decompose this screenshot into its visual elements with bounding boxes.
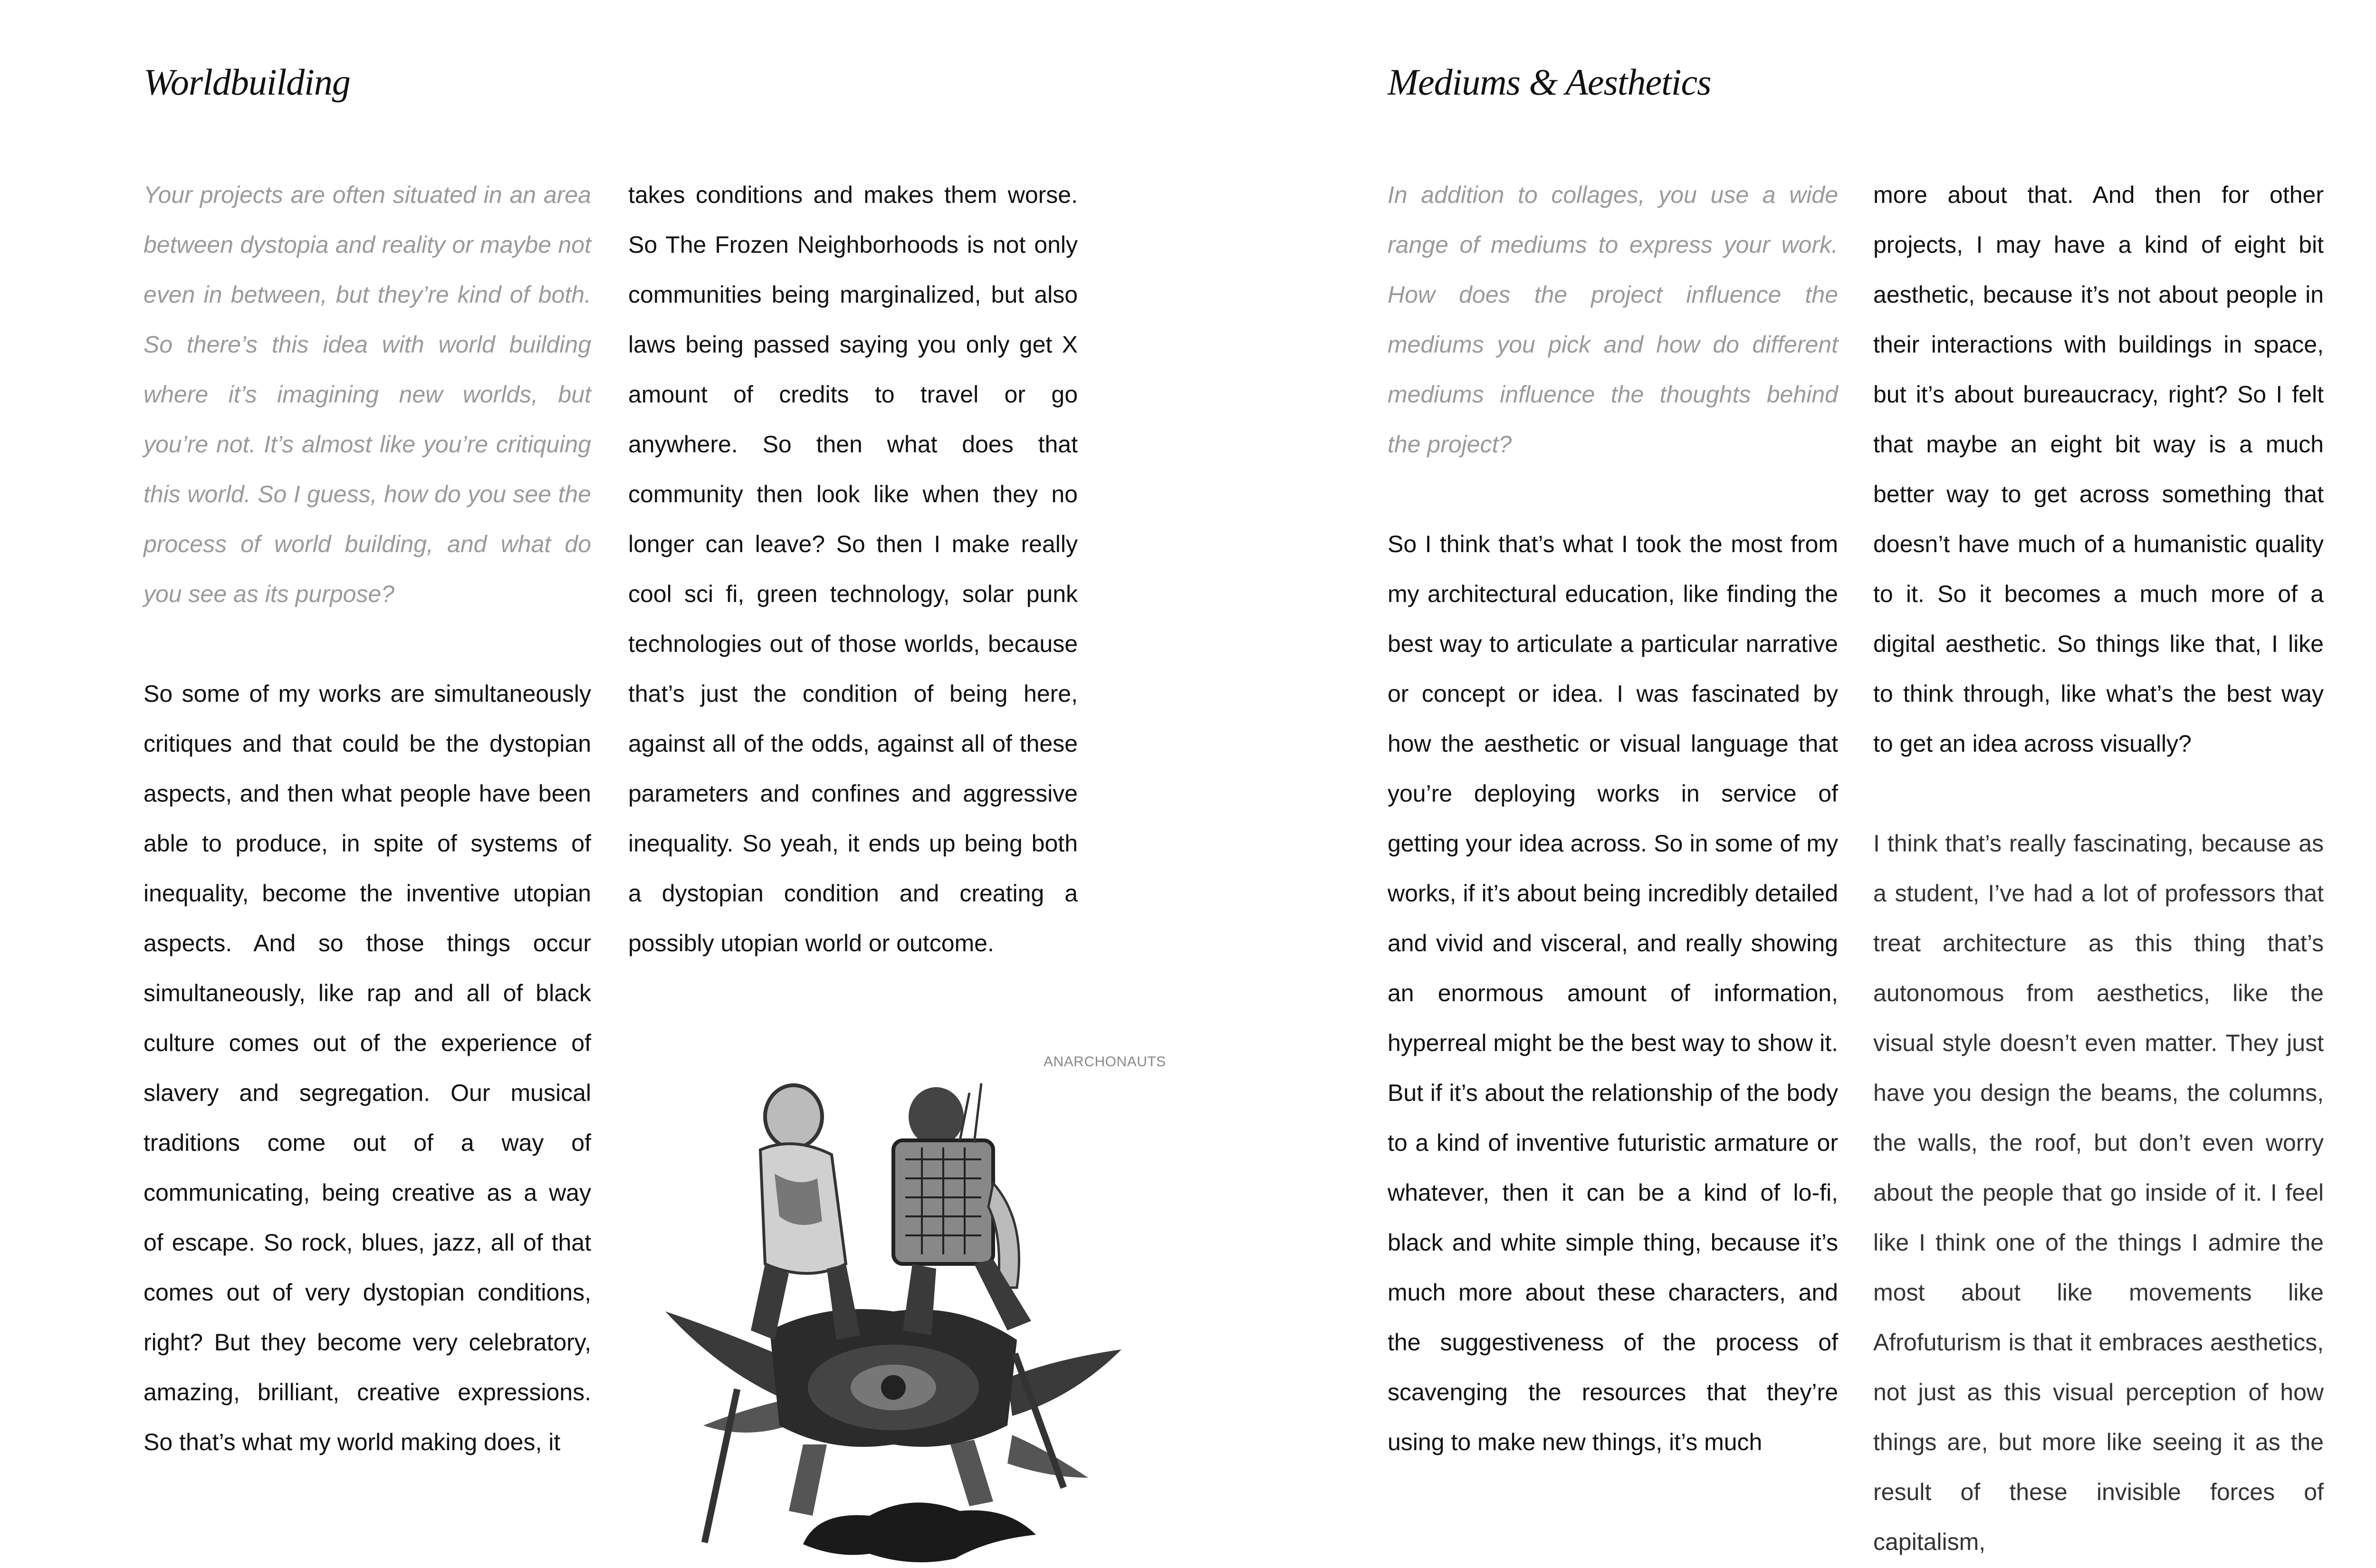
- anarchonauts-figure: [646, 1064, 1145, 1568]
- right-page: [1212, 0, 2376, 1568]
- left-column-1: [144, 170, 591, 1467]
- mediums-followup: I think that’s really fascinating, because as a student, I’ve had a lot of professors that treat architecture as this thing that’s autonomous from aesthetics, like the visual style doesn’t even matter. They just have you design the beams, the columns, the walls, the roof, but don’t even worry about the people that go inside of it. I feel like I think one of the things I admire the most about like movements like Afrofuturism is that it embraces aesthetics, not just as this visual perception of how things are, but more like seeing it as the result of these invisible forces of capitalism,: [1873, 830, 2324, 1555]
- mediums-answer-part1: So I think that’s what I took the most from my architectural education, like finding the best way to articulate a particular narrative or concept or idea. I was fascinated by how the aesthetic or visual language that you’re deploying works in service of getting your idea across. So in some of my works, if it’s about being incredibly detailed and vivid and visceral, and really showing an enormous amount of information, hyperreal might be the best way to show it. But if it’s about the relationship of the body to a kind of inventive futuristic armature or whatever, then it can be a kind of lo-fi, black and white simple thing, because it’s much more about these characters, and the suggestiveness of the process of scavenging the resources that they’re using to make new things, it’s much: [1388, 531, 1838, 1455]
- worldbuilding-answer-part2: takes conditions and makes them worse. So The Frozen Neighborhoods is not only communities being marginalized, but also laws being passed saying you only get X amount of credits to travel or go anywhere. So then what does that community then look like when they no longer can leave? So then I make really cool sci fi, green technology, solar punk technologies out of those worlds, because that’s just the condition of being here, against all of the odds, against all of these parameters and confines and aggressive inequality. So yeah, it ends up being both a dystopian condition and creating a possibly utopian world or outcome.: [628, 182, 1078, 956]
- worldbuilding-heading: Worldbuilding: [144, 61, 350, 103]
- left-column-2: [628, 170, 1078, 968]
- right-column-2: [1873, 170, 2324, 1567]
- mediums-question: In addition to collages, you use a wide range of mediums to express your work. How does the project influence the mediums you pick and how do different mediums influence the thoughts behind the project?: [1388, 182, 1838, 458]
- paragraph-gap: [1388, 469, 1838, 519]
- right-column-1: [1388, 170, 1838, 1467]
- worldbuilding-question: Your projects are often situated in an area between dystopia and reality or maybe not even in between, but they’re kind of both. So there’s this idea with world building where it’s imagining new worlds, but you’re not. It’s almost like you’re critiquing this world. So I guess, how do you see the process of world building, and what do you see as its purpose?: [144, 182, 591, 607]
- mediums-answer-part2: more about that. And then for other projects, I may have a kind of eight bit aesthetic, because it’s not about people in their interactions with buildings in space, but it’s about bureaucracy, right? So I felt that maybe an eight bit way is a much better way to get across something that doesn’t have much of a humanistic quality to it. So it becomes a much more of a digital aesthetic. So things like that, I like to think through, like what’s the best way to get an idea across visually?: [1873, 182, 2324, 757]
- figure-caption: ANARCHONAUTS: [1044, 1054, 1166, 1070]
- worldbuilding-answer-part1: So some of my works are simultaneously critiques and that could be the dystopian aspects, and then what people have been able to produce, in spite of systems of inequality, become the inventive utopian aspects. And so those things occur simultaneously, like rap and all of black culture comes out of the experience of slavery and segregation. Our musical traditions come out of a way of communicating, being creative as a way of escape. So rock, blues, jazz, all of that comes out of very dystopian conditions, right? But they become very celebratory, amazing, brilliant, creative expressions. So that’s what my world making does, it: [144, 680, 591, 1455]
- paragraph-gap: [1873, 769, 2324, 819]
- paragraph-gap: [144, 619, 591, 669]
- mediums-aesthetics-heading: Mediums & Aesthetics: [1388, 61, 1711, 103]
